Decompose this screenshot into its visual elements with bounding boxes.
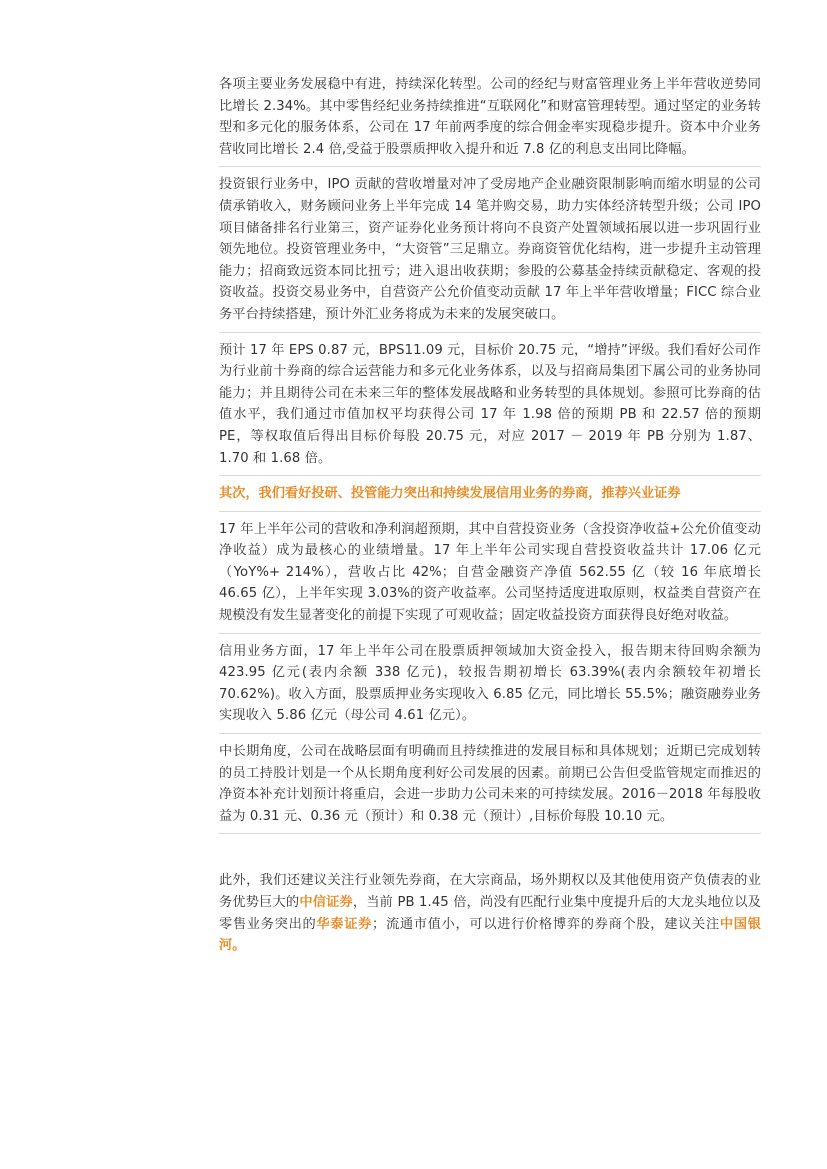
paragraph-recommendation <box>219 870 761 956</box>
section-heading: 其次，我们看好投研、投管能力突出和持续发展信用业务的券商，推荐兴业证券 <box>219 483 761 512</box>
highlight-huatai: 华泰证券 <box>316 916 373 932</box>
highlight-galaxy: 中国银河。 <box>219 916 761 954</box>
recommendation-text-2: ，当前 PB 1.45 倍，尚没有匹配行业集中度提升后的大龙头地位以及零售业务突出的 <box>219 895 761 932</box>
paragraph-business-overview: 各项主要业务发展稳中有进，持续深化转型。公司的经纪与财富管理业务上半年营收逆势同比增长 2.34%。其中零售经纪业务持续推进“互联网化”和财富管理转型。通过坚定的业务转型和多元化的服务体系，公司在 17 年前两季度的综合佣金率实现稳步提升。资本中介业务营收同比增长 2.4 倍,受益于股票质押收入提升和近 7.8 亿的利息支出同比降幅。 <box>219 74 761 167</box>
paragraph-credit-business: 信用业务方面，17 年上半年公司在股票质押领域加大资金投入，报告期末待回购余额为 423.95 亿元(表内余额 338 亿元)，较报告期初増长 63.39%(表内余额较年初增长 70.62%)。收入方面，股票质押业务实现收入 6.85 亿元，同比增长 55.5%；融资融券业务实现收入 5.86 亿元（母公司 4.61 亿元）。 <box>219 641 761 734</box>
highlight-citic: 中信证券 <box>299 895 353 910</box>
recommendation-text-1: 此外，我们还建议关注行业领先券商，在大宗商品，场外期权以及其他使用资产负债表的业务优势巨大的 <box>219 873 761 910</box>
recommendation-text-3: ；流通市值小，可以进行价格博弈的券商个股，建议关注 <box>372 916 720 932</box>
paragraph-proprietary-trading: 17 年上半年公司的营收和净利润超预期，其中自营投资业务（含投资净收益+公允价值变动净收益）成为最核心的业绩增量。17 年上半年公司实现自营投资收益共计 17.06 亿元（YoY%+ 214%），营收占比 42%；自营金融资产净值 562.55 亿（较 16 年底増长 46.65 亿），上半年实现 3.03%的资产收益率。公司坚持适度进取原则，权益类自营资产在规模没有发生显著变化的前提下实现了可观收益；固定收益投资方面获得良好绝对收益。 <box>219 519 761 634</box>
paragraph-long-term: 中长期角度，公司在战略层面有明确而且持续推进的发展目标和具体规划；近期已完成划转的员工持股计划是一个从长期角度利好公司发展的因素。前期已公告但受监管规定而推迟的净资本补充计划预计将重启，会进一步助力公司未来的可持续发展。2016－2018 年每股收益为 0.31 元、0.36 元（预计）和 0.38 元（预计）,目标价每股 10.10 元。 <box>219 741 761 834</box>
paragraph-valuation: 预计 17 年 EPS 0.87 元，BPS11.09 元，目标价 20.75 元，“增持”评级。我们看好公司作为行业前十券商的综合运营能力和多元化业务体系，以及与招商局集团下属公司的业务协同能力；并且期待公司在未来三年的整体发展战略和业务转型的具体规划。参照可比券商的估值水平，我们通过市值加权平均获得公司 17 年 1.98 倍的预期 PB 和 22.57 倍的预期 PE，等权取值后得出目标价每股 20.75 元，对应 2017 － 2019 年 PB 分别为 1.87、1.70 和 1.68 倍。 <box>219 340 761 477</box>
paragraph-investment-banking: 投资银行业务中，IPO 贡献的营收增量对冲了受房地产企业融资限制影响而缩水明显的公司债承销收入，财务顾问业务上半年完成 14 笔并购交易，助力实体经济转型升级；公司 IPO 项目储备排名行业第三，资产证券化业务预计将向不良资产处置领域拓展以进一步巩固行业领先地位。投资管理业务中，“大资管”三足鼎立。券商资管优化结构，进一步提升主动管理能力；招商致远资本同比扭亏；进入退出收获期；参股的公募基金持续贡献稳定、客观的投资收益。投资交易业务中，自营资产公允价值变动贡献 17 年上半年营收增量；FICC 综合业务平台持续搭建，预计外汇业务将成为未来的发展突破口。 <box>219 174 761 332</box>
report-page <box>219 74 761 957</box>
